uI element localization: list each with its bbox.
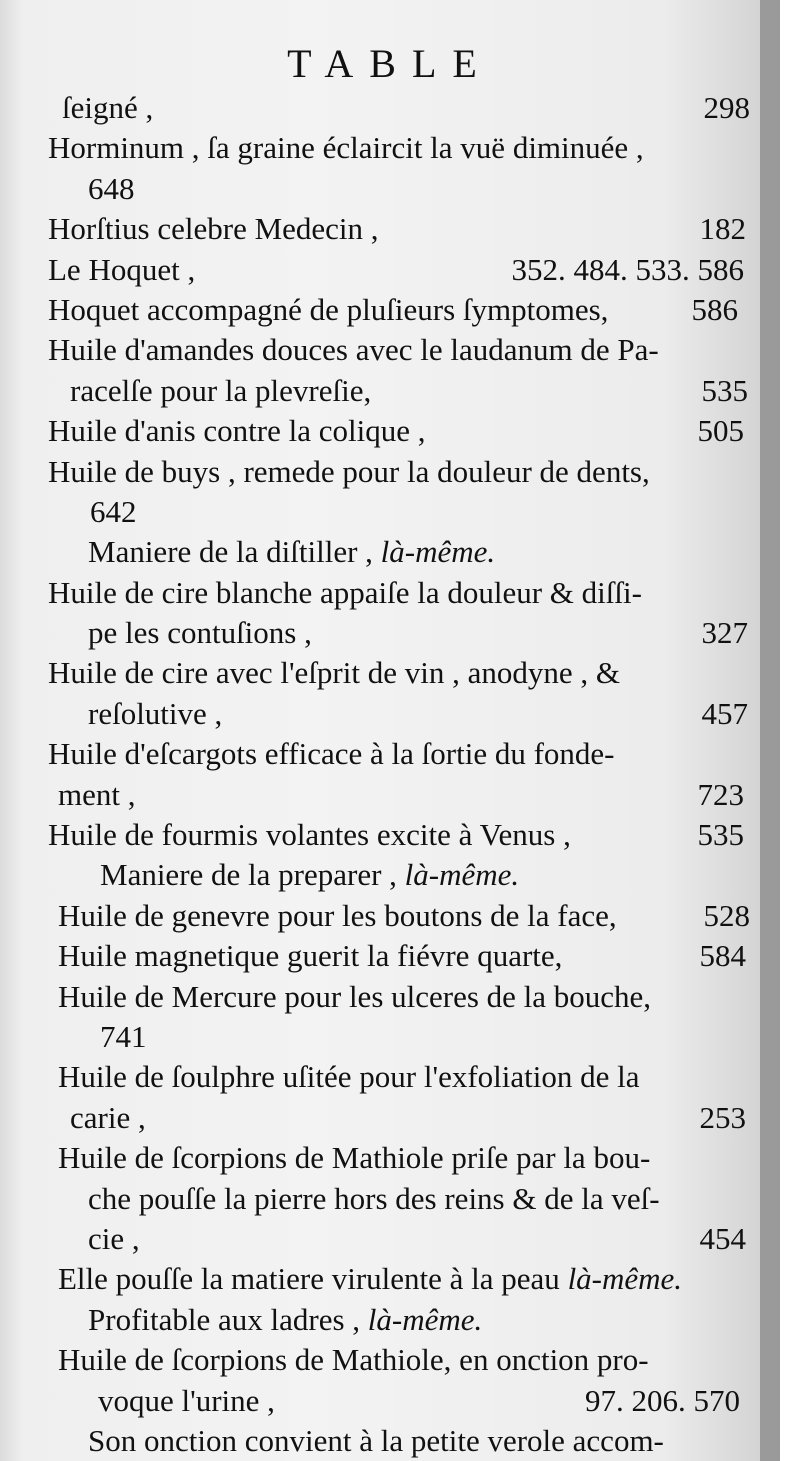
page-reference: 97. 206. 570: [585, 1382, 740, 1418]
entry-label: Huile d'anis contre la colique ,: [48, 413, 426, 449]
page-reference: 327: [701, 615, 748, 651]
page-reference: 352. 484. 533. 586: [511, 251, 744, 287]
index-line: [0, 734, 760, 774]
page-reference: 182: [699, 211, 746, 247]
page-reference: 253: [699, 1099, 746, 1135]
entry-label: voque l'urine ,: [98, 1382, 275, 1418]
index-line: [0, 1098, 760, 1138]
page-reference: 723: [697, 776, 744, 812]
index-line: [0, 1259, 760, 1299]
entry-text: [58, 775, 136, 815]
entry-label: Maniere de la preparer ,: [100, 857, 397, 893]
entry-label: 642: [90, 493, 137, 529]
index-line: [0, 1138, 760, 1178]
index-line: [0, 694, 760, 734]
index-line: [0, 1017, 760, 1057]
entry-label: Huile d'eſcargots efficace à la ſortie du fonde-: [48, 736, 615, 772]
entry-text: [48, 734, 615, 774]
index-line: [0, 1340, 760, 1380]
entry-label: pe les contuſions ,: [88, 615, 312, 651]
index-line: [0, 613, 760, 653]
entry-label: ſeigné ,: [62, 90, 154, 125]
entry-label: Huile de buys , remede pour la douleur de dents,: [48, 453, 650, 489]
entry-text: [48, 411, 425, 451]
entry-text: [48, 653, 620, 693]
page-reference: 298: [703, 90, 750, 125]
entry-label: Huile de Mercure pour les ulceres de la bouche,: [58, 978, 652, 1014]
index-line: [0, 936, 760, 976]
entry-text: [88, 169, 135, 209]
entry-label: Huile de fourmis volantes excite à Venus ,: [48, 817, 571, 853]
entry-text: [48, 573, 642, 613]
page-reference: 454: [699, 1220, 746, 1256]
index-line: [0, 775, 760, 815]
entry-text: [48, 815, 571, 855]
entry-text: [88, 1179, 660, 1219]
index-line: [0, 653, 760, 693]
entry-label: Horſtius celebre Medecin ,: [48, 211, 379, 247]
entry-text: [62, 88, 153, 128]
entry-text: [48, 250, 195, 290]
cross-reference: là-même.: [380, 534, 496, 570]
cross-reference: là-même.: [567, 1261, 683, 1297]
entry-label: racelſe pour la plevreſie,: [70, 372, 372, 408]
entry-text: [58, 1340, 649, 1380]
index-line: [0, 492, 760, 532]
entry-label: Huile de genevre pour les boutons de la face,: [58, 897, 617, 933]
entry-text: [90, 492, 137, 532]
entry-label: cie ,: [88, 1220, 140, 1256]
index-line: [0, 330, 760, 370]
entry-label: Maniere de la diſtiller ,: [88, 534, 373, 570]
entry-label: Elle pouſſe la matiere virulente à la peau: [58, 1261, 560, 1297]
index-line: [0, 815, 760, 855]
entry-text: [58, 1057, 640, 1097]
index-line: [0, 128, 760, 168]
entry-label: 741: [100, 1018, 147, 1054]
page-reference: 584: [699, 938, 746, 974]
entry-label: Huile de ſoulphre uſitée pour l'exfoliation de la: [58, 1059, 640, 1095]
page-reference: 457: [701, 695, 748, 731]
entry-text: [48, 209, 379, 249]
entry-label: reſolutive ,: [88, 695, 223, 731]
entry-label: carie ,: [70, 1099, 146, 1135]
entry-text: [100, 1017, 147, 1057]
page-reference: 528: [703, 897, 750, 933]
index-line: [0, 977, 760, 1017]
entry-text: [88, 694, 222, 734]
index-line: [0, 1219, 760, 1259]
page-reference: 535: [697, 817, 744, 853]
index-line: [0, 896, 760, 936]
entry-text: [88, 613, 312, 653]
page-reference: 535: [701, 372, 748, 408]
entry-label: Le Hoquet ,: [48, 251, 196, 287]
index-line: [0, 290, 760, 330]
index-line: [0, 1381, 760, 1421]
entry-text: [48, 452, 650, 492]
entry-text: [70, 1098, 146, 1138]
entry-text: [100, 855, 519, 895]
entry-text: [48, 290, 608, 330]
entry-text: [48, 330, 659, 370]
page-reference: 586: [691, 291, 738, 327]
entry-label: che pouſſe la pierre hors des reins & de la veſ-: [88, 1180, 660, 1216]
entry-text: [58, 936, 562, 976]
entry-label: Hoquet accompagné de pluſieurs ſymptomes,: [48, 291, 609, 327]
entry-text: [58, 1138, 650, 1178]
entry-text: [88, 1300, 482, 1340]
entry-text: [58, 977, 651, 1017]
index-line: [0, 250, 760, 290]
entry-label: ment ,: [58, 776, 136, 812]
index-line: [0, 532, 760, 572]
entry-text: [88, 1421, 664, 1461]
page-reference: 505: [697, 413, 744, 449]
index-line: [0, 855, 760, 895]
index-line: [0, 452, 760, 492]
entry-label: Huile d'amandes douces avec le laudanum de Pa-: [48, 332, 659, 368]
page-edge: [760, 0, 780, 1461]
index-line: [0, 573, 760, 613]
entry-label: Profitable aux ladres ,: [88, 1301, 361, 1337]
entry-text: [70, 371, 371, 411]
entry-text: [98, 1381, 275, 1421]
index-entries: [0, 88, 760, 1461]
cross-reference: là-même.: [404, 857, 520, 893]
index-line: [0, 371, 760, 411]
entry-text: [58, 896, 617, 936]
entry-text: [58, 1259, 682, 1299]
index-line: [0, 1179, 760, 1219]
index-line: [0, 1421, 760, 1461]
entry-label: Huile de cire avec l'eſprit de vin , anodyne , &: [48, 655, 620, 691]
entry-label: 648: [88, 170, 135, 206]
entry-label: Huile de cire blanche appaiſe la douleur & diſſi-: [48, 574, 642, 610]
index-line: [0, 1300, 760, 1340]
index-line: [0, 88, 760, 128]
cross-reference: là-même.: [367, 1301, 483, 1337]
entry-label: Son onction convient à la petite verole accom-: [88, 1422, 664, 1458]
entry-label: Huile de ſcorpions de Mathiole, en onction pro-: [58, 1342, 649, 1378]
entry-text: [88, 532, 495, 572]
index-line: [0, 209, 760, 249]
page-title: TABLE: [287, 41, 493, 86]
index-line: [0, 411, 760, 451]
entry-text: [88, 1219, 140, 1259]
entry-label: Huile de ſcorpions de Mathiole priſe par la bou-: [58, 1140, 651, 1176]
entry-label: Huile magnetique guerit la fiévre quarte,: [58, 938, 563, 974]
entry-text: [48, 128, 644, 168]
index-line: [0, 169, 760, 209]
entry-label: Horminum , ſa graine éclaircit la vuë diminuée ,: [48, 130, 644, 166]
index-line: [0, 1057, 760, 1097]
